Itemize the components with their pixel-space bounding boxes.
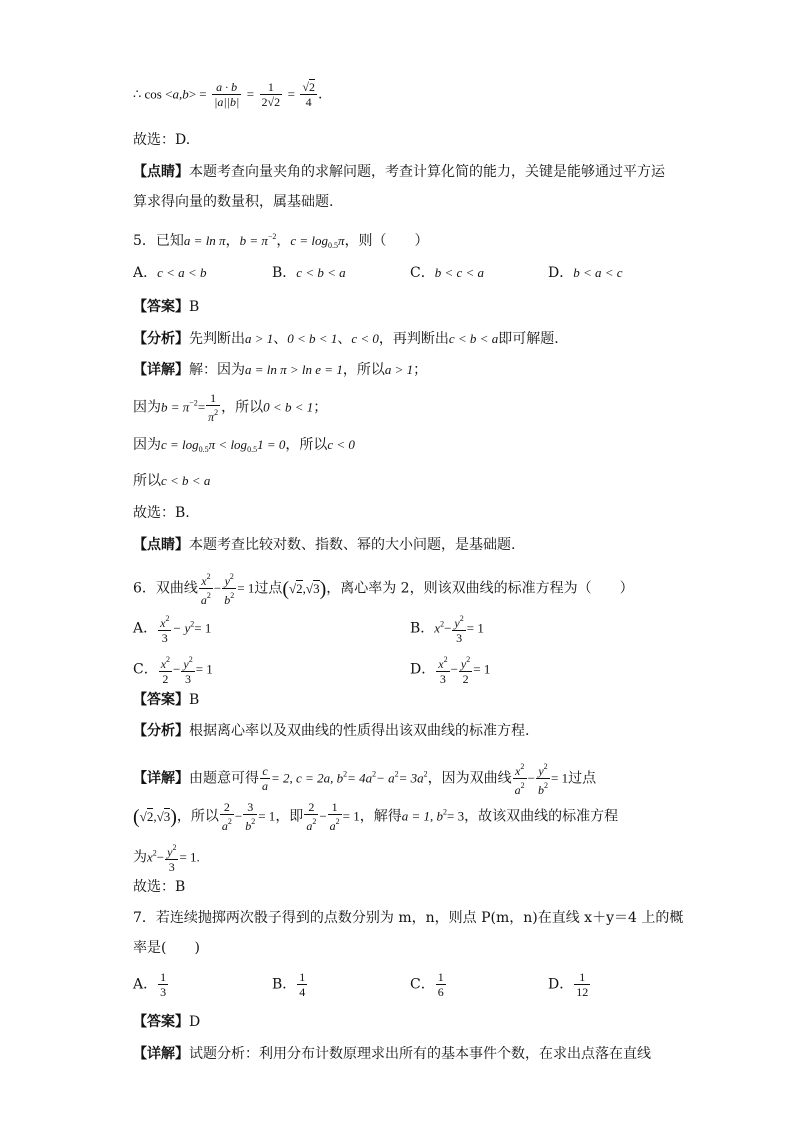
q6-option-c[interactable]: C． $\frac{x^2}{2}$ − $\frac{y^2}{3}$ = 1 <box>133 655 213 686</box>
exponent: 2 <box>372 769 377 779</box>
exponent: 2 <box>520 781 525 790</box>
equals-sign: = <box>287 86 295 102</box>
equals-one: = 1 <box>466 620 484 636</box>
fraction-denominator: 3 <box>161 631 168 645</box>
angle-close: > = <box>188 86 207 102</box>
answer-value: B <box>189 692 200 708</box>
math-inline: 0 < b < 1 <box>287 331 338 346</box>
fraction-numerator <box>513 760 527 779</box>
q7-option-a[interactable] <box>133 970 169 999</box>
q5-line-c <box>133 435 355 460</box>
fraction-numerator <box>222 570 236 589</box>
option-text: c < b < a <box>296 265 346 280</box>
math-inline: = 4a <box>347 770 373 786</box>
q7-detail <box>133 1044 651 1064</box>
detail-text: 解：因为 <box>189 362 245 378</box>
exponent: 2 <box>443 655 448 664</box>
exponent: 2 <box>335 817 340 826</box>
detail-text: ，所以 <box>176 808 219 825</box>
exponent: 2 <box>229 572 234 581</box>
equals-one: = 1 <box>195 661 213 677</box>
analysis-text: ，再判断出 <box>378 331 449 347</box>
q5-conclusion <box>133 471 210 491</box>
stem-prefix: 5．已知 <box>133 233 184 249</box>
var-x: x <box>147 849 153 865</box>
math-inline: b = π <box>161 399 190 415</box>
fraction-denominator <box>304 815 318 833</box>
detail-text: 由题意可得 <box>189 770 259 787</box>
separator: 、 <box>337 331 352 347</box>
q6-option-d[interactable]: D． $\frac{x^2}{3}$ − $\frac{y^2}{2}$ = 1 <box>410 655 491 686</box>
equals-one: = 1 <box>473 661 491 677</box>
fraction-numerator <box>536 760 550 779</box>
option-label: D． <box>548 976 574 993</box>
equals-one: = 1. <box>179 849 200 865</box>
option-text: b < c < a <box>434 265 485 280</box>
two-over-a2 <box>220 800 234 833</box>
three-over-b2 <box>243 800 257 833</box>
exponent: 2 <box>443 807 448 817</box>
stem-text: 6．双曲线 <box>133 580 198 597</box>
var-y: y <box>460 657 467 671</box>
detail-text: ； <box>313 399 328 416</box>
exponent: 2 <box>206 572 211 581</box>
option-label: B． <box>272 265 297 281</box>
c-argument: π <box>338 233 345 248</box>
math-inline: a = 1, b <box>401 808 444 824</box>
b-definition: b = π <box>239 233 268 248</box>
detail-text: 为 <box>133 849 147 866</box>
var-b: b <box>224 593 231 607</box>
equals-one: = 1 <box>258 808 276 824</box>
answer-value: B <box>189 299 200 315</box>
fraction-denominator: 4 <box>305 95 312 109</box>
root-two-over-four <box>300 80 317 109</box>
dianjing-tag: 【点睛】 <box>133 537 189 553</box>
q7-option-b[interactable] <box>272 970 308 999</box>
option-label: B． <box>272 976 297 993</box>
option-fraction <box>159 653 172 686</box>
var-x: x <box>160 616 166 630</box>
radicand: 2 <box>296 580 303 596</box>
option-label: D． <box>548 265 574 281</box>
fraction-numerator: 2 <box>220 800 234 815</box>
math-inline: π < log <box>208 437 248 452</box>
exponent: 2 <box>312 817 317 826</box>
fraction-numerator: 1 <box>328 800 342 815</box>
option-label: A． <box>133 265 158 281</box>
y2-over-b2 <box>222 570 236 607</box>
analysis-tag: 【分析】 <box>133 331 189 347</box>
detail-text: 因为 <box>133 437 161 453</box>
cosine-equation <box>133 80 322 109</box>
q5-analysis <box>133 329 559 349</box>
option-label: D． <box>410 661 436 678</box>
detail-text: ，所以 <box>342 362 385 378</box>
q5-option-d[interactable] <box>548 263 623 283</box>
q5-option-a[interactable] <box>133 263 206 283</box>
detail-text: ，所以 <box>285 437 328 453</box>
option-fraction <box>436 970 446 999</box>
exponent: 2 <box>166 655 171 664</box>
math-inline: c = log <box>161 437 199 452</box>
exponent: 2 <box>544 781 549 790</box>
separator: 、 <box>273 331 288 347</box>
q6-answer <box>133 690 199 710</box>
math-inline: a > 1 <box>245 331 274 346</box>
fraction-numerator <box>459 653 472 672</box>
exponent: 2 <box>152 848 157 858</box>
fraction-numerator: 1 <box>160 970 167 984</box>
vector-pair: a,b <box>172 86 189 102</box>
fraction-numerator <box>436 653 449 672</box>
math-inline: = 2, c = 2a, b <box>271 770 344 786</box>
analysis-text: 即可解题. <box>498 331 559 347</box>
math-inline: 0 < b < 1 <box>263 399 314 415</box>
exponent: 2 <box>520 762 525 771</box>
answer-tag: 【答案】 <box>133 1014 189 1030</box>
math-inline: c < 0 <box>351 331 379 346</box>
math-inline: − a <box>376 770 395 786</box>
detail-text: ，故该双曲线的标准方程 <box>464 808 619 825</box>
fraction-denominator <box>222 589 236 607</box>
exponent: 2 <box>190 619 195 629</box>
stem-suffix: ，则（ ） <box>344 233 429 249</box>
var-y: y <box>538 764 544 778</box>
q4-choice: 故选：D. <box>133 132 191 148</box>
exponent: 2 <box>440 619 445 629</box>
var-x: x <box>434 620 441 636</box>
math-inline: a > 1 <box>384 362 414 377</box>
exponent: 2 <box>227 817 232 826</box>
stem-text: ，离心率为 2，则该双曲线的标准方程为（ ） <box>326 580 634 597</box>
answer-value: D <box>189 1014 201 1030</box>
fraction-denominator <box>206 406 220 424</box>
var-a: a <box>221 819 228 833</box>
dot-product-fraction <box>212 80 241 109</box>
q7-option-d[interactable] <box>548 970 591 999</box>
fraction-denominator: 12 <box>576 985 589 999</box>
math-inline: c < b < a <box>448 331 499 346</box>
fraction-denominator <box>536 779 550 797</box>
analysis-text: 先判断出 <box>189 331 245 347</box>
minus-sign: − <box>156 849 165 865</box>
math-inline: a = ln π > ln e = 1 <box>245 362 343 377</box>
fraction-denominator: a <box>262 779 268 793</box>
fraction-denominator <box>220 815 234 833</box>
q5-detail <box>133 360 427 380</box>
minus-sign: − <box>444 620 452 636</box>
fraction-numerator <box>199 570 213 589</box>
dianjing-tag: 【点睛】 <box>133 164 189 180</box>
coefficient: 2 <box>261 95 268 109</box>
log-base: 0.5 <box>247 445 258 454</box>
q6-analysis <box>133 721 529 741</box>
fraction-denominator: 4 <box>299 985 306 999</box>
option-label: C． <box>133 661 158 678</box>
fraction-denominator: 3 <box>185 672 192 686</box>
detail-text: 过点 <box>568 770 597 787</box>
fraction-denominator: 3 <box>168 860 175 874</box>
exponent: 2 <box>251 817 256 826</box>
option-label: A． <box>133 976 158 993</box>
fraction-numerator <box>181 653 194 672</box>
fraction-numerator: 1 <box>260 80 283 95</box>
option-fraction <box>158 612 171 645</box>
fraction-denominator <box>328 815 342 833</box>
radicand: 3 <box>313 580 320 596</box>
option-label: C． <box>410 265 435 281</box>
var-x: x <box>438 657 444 671</box>
exponent: −2 <box>189 398 198 408</box>
var-y: y <box>224 574 230 588</box>
var-a: a <box>200 593 207 607</box>
radicand: 2 <box>274 95 281 109</box>
one-over-pi-squared <box>206 391 220 424</box>
var-x: x <box>160 657 167 671</box>
fraction-numerator <box>159 653 172 672</box>
dianjing-text: 本题考查向量夹角的求解问题，考查计算化简的能力，关键是能够通过平方运 <box>189 164 665 180</box>
q7-option-c[interactable] <box>410 970 447 999</box>
c-definition: c = log <box>290 233 329 248</box>
point-coordinates: (√2,√3) <box>133 805 177 828</box>
var-y: y <box>183 657 189 671</box>
q6-detail-line1: 【详解】由题意可得 $\frac{c}{a}$ = 2, c = 2a, $b^2= 4a^2- a^2= 3a^2$，因为双曲线 $\frac{x^2}{a^2}$ − $\frac{y^2}{b^2}$ = 1过点 <box>133 762 597 797</box>
var-b: b <box>538 783 545 797</box>
option-text: − y <box>172 620 191 636</box>
cos-prefix: ∴ cos < <box>133 86 173 102</box>
fraction-numerator: c <box>260 764 270 779</box>
radicand: 2 <box>146 808 154 824</box>
one-over-a2 <box>328 800 342 833</box>
q5-option-b[interactable] <box>272 263 346 283</box>
two-over-a2 <box>304 800 318 833</box>
var-a: a <box>306 819 313 833</box>
q6-option-a[interactable] <box>133 612 211 645</box>
var-y: y <box>167 845 173 859</box>
equals-sign: = <box>246 86 255 102</box>
x2-over-a2 <box>199 570 213 607</box>
fraction-denominator: 6 <box>437 985 444 999</box>
option-fraction <box>452 612 465 645</box>
q5-choice: 故选：B. <box>133 505 190 521</box>
one-over-two-root-two <box>260 80 283 109</box>
fraction-numerator: 1 <box>206 391 220 406</box>
fraction-denominator <box>243 815 257 833</box>
equals-one: = 1 <box>237 580 255 596</box>
dianjing-text: 本题考查比较对数、指数、幂的大小问题，是基础题. <box>189 537 516 553</box>
q6-choice: 故选：B <box>133 879 186 895</box>
fraction-denominator: 3 <box>160 985 167 999</box>
option-text: b < a < c <box>573 265 623 280</box>
fraction-numerator: √2 <box>302 80 315 94</box>
fraction-denominator: 3 <box>439 672 446 686</box>
detail-tag: 【详解】 <box>133 770 189 787</box>
fraction-numerator: 1 <box>437 970 444 984</box>
detail-text: ，因为双曲线 <box>427 770 512 787</box>
equals-one: = 1 <box>194 620 212 636</box>
option-label: A． <box>133 620 158 637</box>
math-inline: c < b < a <box>161 473 211 488</box>
fraction-denominator: 2 <box>162 672 169 686</box>
var-x: x <box>515 764 521 778</box>
q6-stem: 6．双曲线 $\frac{x^2}{a^2}$ − $\frac{y^2}{b^2}$ = 1过点(√2,√3)，离心率为 2，则该双曲线的标准方程为（ ） <box>133 572 634 607</box>
var-y: y <box>454 616 460 630</box>
detail-tag: 【详解】 <box>133 1046 189 1062</box>
fraction-numerator: 1 <box>299 970 306 984</box>
point-coordinates: (√2,√3) <box>282 577 327 600</box>
detail-tag: 【详解】 <box>133 362 189 378</box>
q5-dianjing <box>133 535 515 555</box>
q4-dianjing-line1 <box>133 162 665 182</box>
fraction-numerator <box>158 612 171 631</box>
q6-detail-line3 <box>133 841 200 874</box>
var-a: a <box>329 819 336 833</box>
fraction-numerator <box>452 612 465 631</box>
exponent: 2 <box>188 655 193 664</box>
fraction-numerator <box>165 841 178 860</box>
radicand: 2 <box>308 80 315 94</box>
detail-text: ，即 <box>275 808 304 825</box>
var-x: x <box>201 574 207 588</box>
answer-tag: 【答案】 <box>133 692 189 708</box>
log-base: 0.5 <box>328 241 339 250</box>
fraction-denominator: 3 <box>456 631 463 645</box>
q7-stem-line2: 率是( ) <box>133 940 200 956</box>
c-over-a <box>260 764 270 793</box>
log-base: 0.5 <box>198 445 209 454</box>
detail-text: ，所以 <box>221 399 264 416</box>
equals-one: = 1 <box>342 808 360 824</box>
pi-symbol: π <box>208 410 215 424</box>
q5-line-b <box>133 391 327 424</box>
option-fraction <box>574 970 590 999</box>
analysis-tag: 【分析】 <box>133 723 189 739</box>
var-b: b <box>245 819 252 833</box>
option-fraction <box>158 970 168 999</box>
fraction-numerator: 3 <box>243 800 257 815</box>
option-fraction <box>181 653 194 686</box>
q7-answer <box>133 1012 200 1032</box>
exponent: 2 <box>343 769 348 779</box>
var-a: a <box>514 783 521 797</box>
q7-stem-line1: 7．若连续抛掷两次骰子得到的点数分别为 m，n，则点 P(m，n)在直线 x＋y＝4 上的概 <box>133 910 684 926</box>
detail-text: 因为 <box>133 399 161 416</box>
detail-text: 试题分析：利用分布计数原理求出所有的基本事件个数，在求出点落在直线 <box>189 1046 651 1062</box>
q5-stem: 5．已知a = ln π，$b = \pi^{-2}$，$c = \log_{0.5}\pi$，则（ ） <box>133 232 429 250</box>
exponent: 2 <box>466 655 471 664</box>
fraction-denominator: 2√2 <box>261 95 281 109</box>
math-inline: = 3a <box>398 770 424 786</box>
y2-over-3 <box>165 841 178 874</box>
equals-sign: = <box>197 399 206 415</box>
q4-dianjing-line2: 算求得向量的数量积，属基础题. <box>133 194 334 210</box>
exponent: 2 <box>172 843 177 852</box>
period: . <box>317 86 323 103</box>
q6-detail-line2: (√2,√3)，所以 $\frac{2}{a^2}$ − $\frac{3}{b^2}$ = 1，即 $\frac{2}{a^2}$ − $\frac{1}{a^2}$ = 1，解得a = 1, $b^2= 3$，故该双曲线的标准方程 <box>133 800 619 833</box>
math-inline: 1 = 0 <box>257 437 286 452</box>
a-definition: a = ln π <box>183 233 226 248</box>
exponent: 2 <box>214 408 219 417</box>
answer-tag: 【答案】 <box>133 299 189 315</box>
q5-answer <box>133 297 199 317</box>
q6-option-b[interactable] <box>410 612 484 645</box>
fraction-denominator <box>513 779 527 797</box>
detail-text: ； <box>413 362 428 378</box>
fraction-denominator <box>199 589 213 607</box>
option-label: B． <box>410 620 435 637</box>
exponent: 2 <box>543 762 548 771</box>
fraction-denominator: |a||b| <box>214 95 240 109</box>
b-exponent: −2 <box>267 232 277 241</box>
radicand: 3 <box>163 808 171 824</box>
math-inline: c < 0 <box>327 437 355 452</box>
fraction-numerator: 2 <box>304 800 318 815</box>
stem-text: 过点 <box>254 580 283 597</box>
analysis-text: 根据离心率以及双曲线的性质得出该双曲线的标准方程. <box>189 723 530 739</box>
option-label: C． <box>410 976 435 993</box>
q5-option-c[interactable] <box>410 263 484 283</box>
equals-one: = 1 <box>551 770 569 786</box>
fraction-denominator: 2 <box>462 672 469 686</box>
option-fraction <box>436 653 449 686</box>
exponent: 2 <box>394 769 399 779</box>
fraction-numerator: a · b <box>212 80 241 95</box>
y2-over-b2 <box>536 760 550 797</box>
exponent: 2 <box>230 591 235 600</box>
option-text: c < a < b <box>157 265 207 280</box>
exponent: 2 <box>206 591 211 600</box>
exponent: 2 <box>165 614 170 623</box>
detail-text: ，解得 <box>359 808 402 825</box>
exponent: 2 <box>423 769 428 779</box>
option-fraction <box>459 653 472 686</box>
detail-text: 所以 <box>133 473 161 489</box>
x2-over-a2 <box>513 760 527 797</box>
math-inline: = 3 <box>447 808 465 824</box>
exponent: 2 <box>459 614 464 623</box>
fraction-numerator: 1 <box>574 970 590 985</box>
option-fraction <box>297 970 307 999</box>
